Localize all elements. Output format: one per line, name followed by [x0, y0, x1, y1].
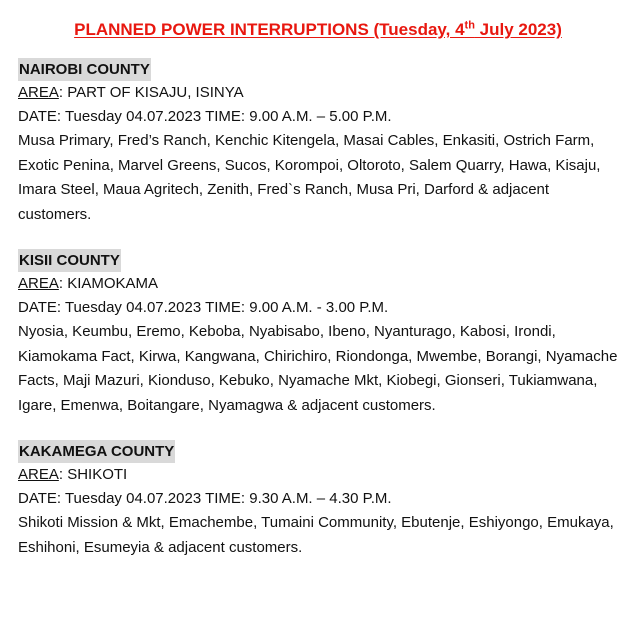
- area-value: : PART OF KISAJU, ISINYA: [58, 84, 244, 101]
- county-heading: KAKAMEGA COUNTY: [18, 440, 175, 463]
- area-label: AREA: [18, 275, 59, 292]
- date-time-line: DATE: Tuesday 04.07.2023 TIME: 9.00 A.M. – 5.00 P.M.: [18, 108, 392, 125]
- area-line: [18, 272, 618, 296]
- county-heading: KISII COUNTY: [18, 249, 121, 272]
- area-line: [18, 81, 618, 105]
- area-label: AREA: [18, 466, 59, 483]
- date-time-line: DATE: Tuesday 04.07.2023 TIME: 9.30 A.M. – 4.30 P.M.: [18, 490, 392, 507]
- page-title: [18, 18, 618, 42]
- area-value: : KIAMOKAMA: [58, 275, 159, 292]
- county-section-kakamega: [18, 440, 618, 560]
- document: [18, 18, 618, 582]
- affected-places: Musa Primary, Fred’s Ranch, Kenchic Kitengela, Masai Cables, Enkasiti, Ostrich Farm, Exotic Penina, Marvel Greens, Sucos, Korompoi, Oltoroto, Salem Quarry, Hawa, Kisaju, Imara Steel, Maua Agritech, Zenith, Fred`s Ranch, Musa Pri, Darford & adjacent customers.: [18, 132, 601, 223]
- title-superscript: th: [464, 19, 475, 32]
- area-value: : SHIKOTI: [58, 466, 128, 483]
- title-suffix: July 2023): [474, 20, 562, 39]
- area-line: [18, 463, 618, 487]
- area-label: AREA: [18, 84, 59, 101]
- county-section-kisii: [18, 249, 618, 418]
- affected-places: Nyosia, Keumbu, Eremo, Keboba, Nyabisabo, Ibeno, Nyanturago, Kabosi, Irondi, Kiamokama Fact, Kirwa, Kangwana, Chirichiro, Riondonga, Mwembe, Borangi, Nyamache Facts, Maji Mazuri, Kionduso, Kebuko, Nyamache Mkt, Kiobegi, Gionseri, Tukiamwana, Igare, Emenwa, Boitangare, Nyamagwa & adjacent customers.: [18, 323, 618, 414]
- county-heading: NAIROBI COUNTY: [18, 58, 151, 81]
- date-time-line: DATE: Tuesday 04.07.2023 TIME: 9.00 A.M. - 3.00 P.M.: [18, 299, 389, 316]
- county-section-nairobi: [18, 58, 618, 227]
- affected-places: Shikoti Mission & Mkt, Emachembe, Tumaini Community, Ebutenje, Eshiyongo, Emukaya, Eshihoni, Esumeyia & adjacent customers.: [18, 514, 614, 556]
- title-prefix: PLANNED POWER INTERRUPTIONS (Tuesday, 4: [74, 20, 465, 39]
